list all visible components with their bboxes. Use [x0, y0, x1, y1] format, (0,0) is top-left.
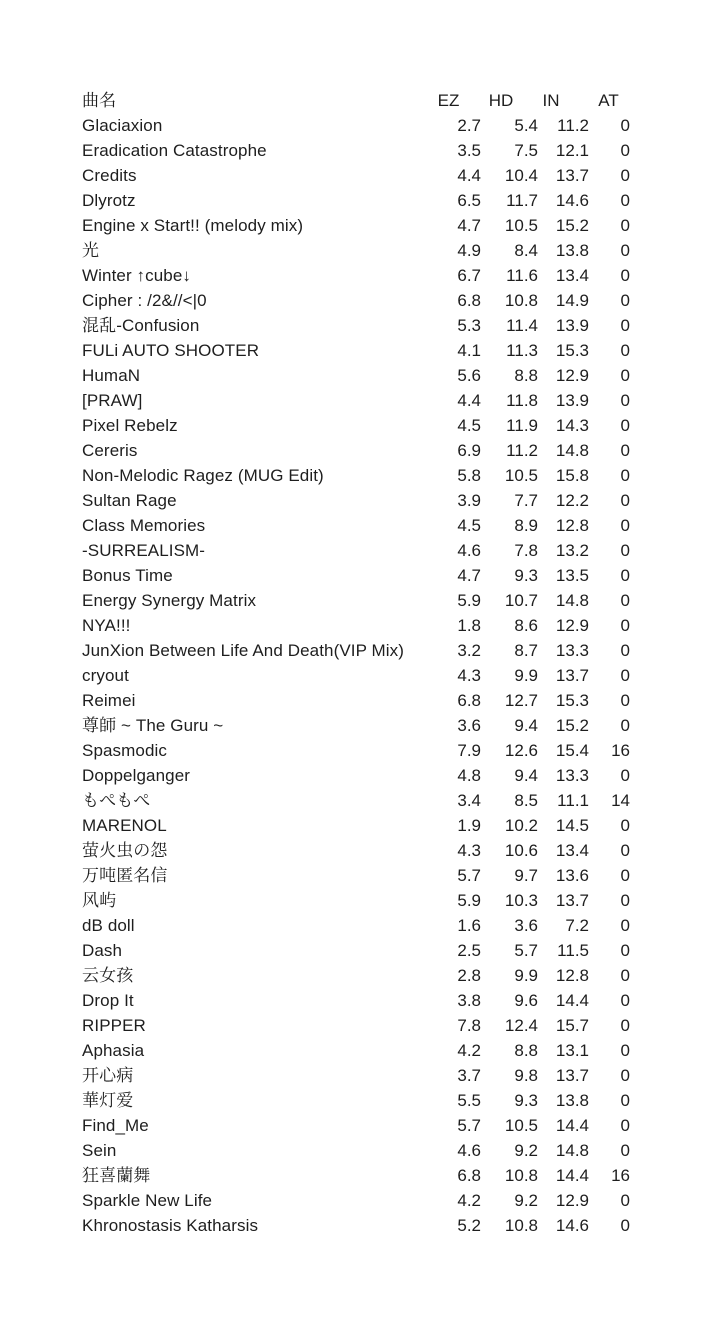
in-value-cell: 14.4 [555, 991, 589, 1010]
table-row [82, 388, 630, 413]
song-name-cell: Class Memories [82, 516, 206, 535]
at-value-cell: 0 [620, 541, 630, 560]
in-value-cell: 12.9 [555, 616, 589, 635]
ez-value-cell: 4.3 [457, 666, 481, 685]
song-name-cell: 光 [82, 241, 100, 260]
hd-value-cell: 9.7 [514, 866, 538, 885]
table-row [82, 863, 630, 888]
in-value-cell: 11.1 [557, 791, 589, 810]
table-row [82, 1113, 630, 1138]
table-header-row [82, 88, 630, 113]
in-value-cell: 7.2 [565, 916, 589, 935]
hd-value-cell: 8.8 [514, 366, 538, 385]
hd-value-cell: 5.7 [514, 941, 538, 960]
in-value-cell: 14.8 [555, 1141, 589, 1160]
ez-value-cell: 3.4 [457, 791, 481, 810]
hd-value-cell: 8.4 [514, 241, 538, 260]
in-value-cell: 11.2 [557, 116, 589, 135]
song-name-cell: もぺもぺ [82, 791, 151, 810]
at-value-cell: 0 [620, 491, 630, 510]
table-row [82, 513, 630, 538]
at-value-cell: 0 [620, 1191, 630, 1210]
at-value-cell: 0 [620, 691, 630, 710]
song-name-cell: Pixel Rebelz [82, 416, 178, 435]
hd-value-cell: 10.6 [504, 841, 538, 860]
hd-value-cell: 9.2 [514, 1191, 538, 1210]
in-value-cell: 13.8 [555, 241, 589, 260]
table-row [82, 363, 630, 388]
table-row [82, 1088, 630, 1113]
ez-value-cell: 5.5 [457, 1091, 481, 1110]
table-row [82, 313, 630, 338]
at-value-cell: 0 [620, 1141, 630, 1160]
at-value-cell: 0 [620, 766, 630, 785]
at-value-cell: 0 [620, 841, 630, 860]
in-value-cell: 13.6 [555, 866, 589, 885]
in-value-cell: 15.3 [555, 691, 589, 710]
ez-value-cell: 4.7 [457, 566, 481, 585]
song-name-cell: cryout [82, 666, 129, 685]
table-row [82, 413, 630, 438]
in-value-cell: 13.4 [555, 841, 589, 860]
at-value-cell: 0 [620, 116, 630, 135]
song-name-cell: 混乱-Confusion [82, 316, 200, 335]
song-name-cell: NYA!!! [82, 616, 131, 635]
ez-value-cell: 5.6 [457, 366, 481, 385]
at-value-cell: 0 [620, 566, 630, 585]
hd-value-cell: 11.9 [506, 416, 538, 435]
table-row [82, 688, 630, 713]
at-value-cell: 0 [620, 966, 630, 985]
table-row [82, 838, 630, 863]
table-row [82, 338, 630, 363]
at-value-cell: 0 [620, 1041, 630, 1060]
in-value-cell: 14.6 [555, 1216, 589, 1235]
ez-value-cell: 4.6 [457, 1141, 481, 1160]
table-row [82, 888, 630, 913]
hd-value-cell: 9.4 [514, 766, 538, 785]
ez-value-cell: 5.9 [457, 891, 481, 910]
song-name-cell: Credits [82, 166, 137, 185]
hd-value-cell: 9.6 [514, 991, 538, 1010]
song-name-cell: Drop It [82, 991, 134, 1010]
ez-value-cell: 6.8 [457, 291, 481, 310]
song-name-cell: MARENOL [82, 816, 167, 835]
hd-value-cell: 9.9 [514, 666, 538, 685]
in-value-cell: 15.4 [555, 741, 589, 760]
in-value-cell: 13.5 [555, 566, 589, 585]
song-name-cell: [PRAW] [82, 391, 143, 410]
ez-value-cell: 4.3 [457, 841, 481, 860]
at-value-cell: 0 [620, 1216, 630, 1235]
song-name-cell: Energy Synergy Matrix [82, 591, 257, 610]
table-row [82, 763, 630, 788]
in-value-cell: 13.4 [555, 266, 589, 285]
at-value-cell: 0 [620, 1016, 630, 1035]
in-value-cell: 12.1 [555, 141, 589, 160]
ez-value-cell: 3.9 [457, 491, 481, 510]
ez-value-cell: 7.8 [457, 1016, 481, 1035]
in-value-cell: 14.6 [555, 191, 589, 210]
ez-value-cell: 5.2 [457, 1216, 481, 1235]
at-value-cell: 16 [611, 1166, 630, 1185]
song-name-cell: Spasmodic [82, 741, 167, 760]
song-difficulty-table [82, 88, 630, 1238]
ez-value-cell: 4.4 [457, 166, 481, 185]
hd-value-cell: 10.3 [504, 891, 538, 910]
song-name-cell: Dlyrotz [82, 191, 136, 210]
hd-value-cell: 10.5 [504, 1116, 538, 1135]
hd-value-cell: 11.3 [506, 341, 538, 360]
table-row [82, 813, 630, 838]
ez-value-cell: 4.2 [457, 1041, 481, 1060]
at-value-cell: 0 [620, 191, 630, 210]
song-name-cell: -SURREALISM- [82, 541, 206, 560]
song-name-cell: Glaciaxion [82, 116, 163, 135]
table-row [82, 263, 630, 288]
hd-value-cell: 12.6 [504, 741, 538, 760]
in-value-cell: 15.3 [555, 341, 589, 360]
song-name-cell: Doppelganger [82, 766, 191, 785]
in-value-cell: 12.9 [555, 366, 589, 385]
ez-value-cell: 4.2 [457, 1191, 481, 1210]
song-name-cell: Dash [82, 941, 123, 960]
song-name-cell: 开心病 [82, 1066, 134, 1085]
at-value-cell: 0 [620, 916, 630, 935]
in-value-cell: 13.7 [555, 891, 589, 910]
in-value-cell: 15.2 [555, 716, 589, 735]
song-name-cell: Cereris [82, 441, 138, 460]
at-value-cell: 0 [620, 816, 630, 835]
in-value-cell: 13.3 [555, 641, 589, 660]
song-name-cell: Winter ↑cube↓ [82, 266, 192, 285]
ez-value-cell: 5.8 [457, 466, 481, 485]
hd-value-cell: 9.2 [514, 1141, 538, 1160]
ez-value-cell: 6.8 [457, 691, 481, 710]
in-value-cell: 11.5 [557, 941, 589, 960]
hd-value-cell: 12.4 [504, 1016, 538, 1035]
table-row [82, 1063, 630, 1088]
hd-value-cell: 9.3 [514, 1091, 538, 1110]
at-value-cell: 0 [620, 141, 630, 160]
hd-value-cell: 3.6 [514, 916, 538, 935]
table-row [82, 1038, 630, 1063]
at-value-cell: 0 [620, 316, 630, 335]
in-value-cell: 15.7 [555, 1016, 589, 1035]
ez-value-cell: 6.9 [457, 441, 481, 460]
in-value-cell: 12.8 [555, 966, 589, 985]
hd-value-cell: 9.9 [514, 966, 538, 985]
in-value-cell: 14.5 [555, 816, 589, 835]
at-value-cell: 0 [620, 1116, 630, 1135]
hd-value-cell: 9.4 [514, 716, 538, 735]
hd-value-cell: 8.8 [514, 1041, 538, 1060]
header-cell-at: AT [598, 91, 619, 110]
at-value-cell: 0 [620, 716, 630, 735]
at-value-cell: 0 [620, 866, 630, 885]
at-value-cell: 0 [620, 991, 630, 1010]
ez-value-cell: 6.8 [457, 1166, 481, 1185]
in-value-cell: 13.7 [555, 166, 589, 185]
in-value-cell: 13.8 [555, 1091, 589, 1110]
table-row [82, 738, 630, 763]
table-row [82, 238, 630, 263]
hd-value-cell: 9.8 [514, 1066, 538, 1085]
ez-value-cell: 3.5 [457, 141, 481, 160]
table-row [82, 438, 630, 463]
in-value-cell: 12.2 [555, 491, 589, 510]
at-value-cell: 0 [620, 466, 630, 485]
hd-value-cell: 8.5 [514, 791, 538, 810]
song-name-cell: JunXion Between Life And Death(VIP Mix) [82, 641, 405, 660]
ez-value-cell: 1.8 [457, 616, 481, 635]
ez-value-cell: 1.6 [457, 916, 481, 935]
ez-value-cell: 4.6 [457, 541, 481, 560]
table-row [82, 488, 630, 513]
at-value-cell: 0 [620, 266, 630, 285]
hd-value-cell: 5.4 [514, 116, 538, 135]
hd-value-cell: 10.5 [504, 466, 538, 485]
table-row [82, 188, 630, 213]
hd-value-cell: 7.7 [514, 491, 538, 510]
ez-value-cell: 2.7 [457, 116, 481, 135]
table-row [82, 713, 630, 738]
song-name-cell: FULi AUTO SHOOTER [82, 341, 260, 360]
ez-value-cell: 5.7 [457, 1116, 481, 1135]
hd-value-cell: 10.5 [504, 216, 538, 235]
ez-value-cell: 6.5 [457, 191, 481, 210]
ez-value-cell: 4.7 [457, 216, 481, 235]
ez-value-cell: 4.1 [457, 341, 481, 360]
ez-value-cell: 6.7 [457, 266, 481, 285]
table-row [82, 138, 630, 163]
table-row [82, 938, 630, 963]
at-value-cell: 0 [620, 1091, 630, 1110]
hd-value-cell: 12.7 [504, 691, 538, 710]
hd-value-cell: 10.2 [504, 816, 538, 835]
song-name-cell: 萤火虫の怨 [82, 841, 168, 860]
hd-value-cell: 9.3 [514, 566, 538, 585]
hd-value-cell: 10.8 [504, 1216, 538, 1235]
at-value-cell: 0 [620, 641, 630, 660]
at-value-cell: 0 [620, 216, 630, 235]
at-value-cell: 0 [620, 666, 630, 685]
hd-value-cell: 8.7 [514, 641, 538, 660]
song-name-cell: Reimei [82, 691, 136, 710]
song-name-cell: 云女孩 [82, 966, 134, 985]
in-value-cell: 13.9 [555, 391, 589, 410]
ez-value-cell: 5.3 [457, 316, 481, 335]
song-name-cell: Aphasia [82, 1041, 145, 1060]
ez-value-cell: 5.7 [457, 866, 481, 885]
at-value-cell: 0 [620, 366, 630, 385]
at-value-cell: 14 [611, 791, 630, 810]
in-value-cell: 13.2 [555, 541, 589, 560]
song-name-cell: HumaN [82, 366, 141, 385]
at-value-cell: 0 [620, 341, 630, 360]
ez-value-cell: 3.7 [457, 1066, 481, 1085]
ez-value-cell: 3.6 [457, 716, 481, 735]
hd-value-cell: 10.4 [504, 166, 538, 185]
ez-value-cell: 4.8 [457, 766, 481, 785]
table-row [82, 463, 630, 488]
table-row [82, 913, 630, 938]
at-value-cell: 0 [620, 391, 630, 410]
at-value-cell: 0 [620, 291, 630, 310]
song-name-cell: Engine x Start!! (melody mix) [82, 216, 304, 235]
table-row [82, 788, 630, 813]
ez-value-cell: 7.9 [457, 741, 481, 760]
ez-value-cell: 4.5 [457, 416, 481, 435]
table-row [82, 1163, 630, 1188]
hd-value-cell: 11.6 [506, 266, 538, 285]
in-value-cell: 13.7 [555, 666, 589, 685]
song-name-cell: 華灯爱 [82, 1091, 134, 1110]
at-value-cell: 0 [620, 616, 630, 635]
hd-value-cell: 11.4 [506, 316, 538, 335]
at-value-cell: 0 [620, 241, 630, 260]
ez-value-cell: 2.5 [457, 941, 481, 960]
ez-value-cell: 5.9 [457, 591, 481, 610]
song-name-cell: Find_Me [82, 1116, 149, 1135]
at-value-cell: 0 [620, 516, 630, 535]
table-row [82, 163, 630, 188]
song-name-cell: 万吨匿名信 [82, 866, 168, 885]
in-value-cell: 14.4 [555, 1116, 589, 1135]
header-cell-in: IN [542, 91, 560, 110]
table-row [82, 613, 630, 638]
song-name-cell: 狂喜蘭舞 [82, 1166, 151, 1185]
song-name-cell: 风屿 [82, 891, 117, 910]
song-name-cell: Khronostasis Katharsis [82, 1216, 259, 1235]
in-value-cell: 13.9 [555, 316, 589, 335]
table-row [82, 1138, 630, 1163]
song-name-cell: Sein [82, 1141, 117, 1160]
table-row [82, 288, 630, 313]
in-value-cell: 14.8 [555, 441, 589, 460]
at-value-cell: 0 [620, 416, 630, 435]
table-row [82, 1188, 630, 1213]
in-value-cell: 13.1 [555, 1041, 589, 1060]
song-name-cell: RIPPER [82, 1016, 146, 1035]
table-row [82, 213, 630, 238]
at-value-cell: 0 [620, 891, 630, 910]
table-row [82, 663, 630, 688]
hd-value-cell: 8.9 [514, 516, 538, 535]
hd-value-cell: 10.7 [504, 591, 538, 610]
in-value-cell: 15.2 [555, 216, 589, 235]
table-body [82, 113, 630, 1238]
hd-value-cell: 7.5 [514, 141, 538, 160]
at-value-cell: 16 [611, 741, 630, 760]
song-name-cell: Cipher : /2&//<|0 [82, 291, 207, 310]
header-cell-hd: HD [488, 91, 514, 110]
song-name-cell: dB doll [82, 916, 135, 935]
ez-value-cell: 1.9 [457, 816, 481, 835]
table-row [82, 538, 630, 563]
in-value-cell: 12.8 [555, 516, 589, 535]
hd-value-cell: 8.6 [514, 616, 538, 635]
hd-value-cell: 10.8 [504, 1166, 538, 1185]
table-row [82, 638, 630, 663]
at-value-cell: 0 [620, 941, 630, 960]
ez-value-cell: 3.8 [457, 991, 481, 1010]
in-value-cell: 14.4 [555, 1166, 589, 1185]
hd-value-cell: 11.2 [506, 441, 538, 460]
header-cell-ez: EZ [437, 91, 460, 110]
in-value-cell: 12.9 [555, 1191, 589, 1210]
at-value-cell: 0 [620, 591, 630, 610]
ez-value-cell: 2.8 [457, 966, 481, 985]
at-value-cell: 0 [620, 441, 630, 460]
table-row [82, 1013, 630, 1038]
table-row [82, 113, 630, 138]
ez-value-cell: 3.2 [457, 641, 481, 660]
song-name-cell: Eradication Catastrophe [82, 141, 267, 160]
hd-value-cell: 10.8 [504, 291, 538, 310]
hd-value-cell: 7.8 [514, 541, 538, 560]
song-name-cell: Sparkle New Life [82, 1191, 213, 1210]
table-row [82, 588, 630, 613]
song-name-cell: Bonus Time [82, 566, 173, 585]
at-value-cell: 0 [620, 166, 630, 185]
in-value-cell: 15.8 [555, 466, 589, 485]
song-name-cell: Sultan Rage [82, 491, 177, 510]
in-value-cell: 14.8 [555, 591, 589, 610]
table-row [82, 963, 630, 988]
song-name-cell: Non-Melodic Ragez (MUG Edit) [82, 466, 324, 485]
table-row [82, 563, 630, 588]
at-value-cell: 0 [620, 1066, 630, 1085]
in-value-cell: 14.9 [555, 291, 589, 310]
table-row [82, 988, 630, 1013]
table-row [82, 1213, 630, 1238]
hd-value-cell: 11.7 [506, 191, 538, 210]
song-name-cell: 尊師 ~ The Guru ~ [82, 716, 224, 735]
hd-value-cell: 11.8 [506, 391, 538, 410]
in-value-cell: 13.7 [555, 1066, 589, 1085]
ez-value-cell: 4.4 [457, 391, 481, 410]
ez-value-cell: 4.9 [457, 241, 481, 260]
header-cell-song-name: 曲名 [82, 91, 117, 110]
in-value-cell: 13.3 [555, 766, 589, 785]
ez-value-cell: 4.5 [457, 516, 481, 535]
in-value-cell: 14.3 [555, 416, 589, 435]
